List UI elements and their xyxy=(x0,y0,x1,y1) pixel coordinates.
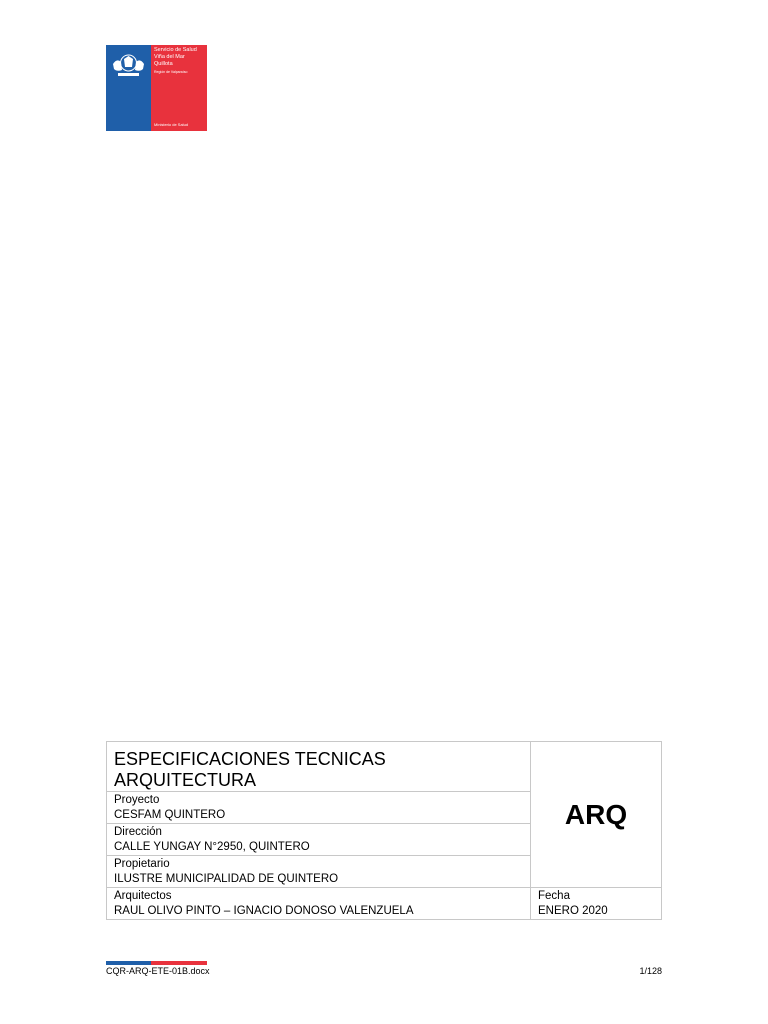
cover-info-table xyxy=(106,741,662,920)
owner-row xyxy=(107,856,531,888)
footer-page-number: 1/128 xyxy=(639,966,662,976)
project-value: CESFAM QUINTERO xyxy=(114,809,226,821)
footer-bar-blue xyxy=(106,961,151,965)
logo-red-panel xyxy=(151,45,207,131)
address-row xyxy=(107,824,531,856)
footer-filename: CQR-ARQ-ETE-01B.docx xyxy=(106,966,210,976)
project-label: Proyecto xyxy=(114,794,160,806)
discipline-code: ARQ xyxy=(531,742,662,888)
logo-blue-panel xyxy=(106,45,151,131)
logo-region: Región de Valparaíso xyxy=(154,70,188,74)
coat-of-arms-icon xyxy=(110,50,147,80)
logo-line: Viña del Mar xyxy=(154,54,185,60)
document-title: ESPECIFICACIONES TECNICAS ARQUITECTURA xyxy=(107,742,531,792)
project-row xyxy=(107,792,531,824)
owner-label: Propietario xyxy=(114,858,170,870)
address-value: CALLE YUNGAY N°2950, QUINTERO xyxy=(114,841,310,853)
architects-label: Arquitectos xyxy=(114,890,172,902)
owner-value: ILUSTRE MUNICIPALIDAD DE QUINTERO xyxy=(114,873,339,885)
logo-ministry: Ministerio de Salud xyxy=(154,122,189,127)
architects-row xyxy=(107,888,531,920)
footer-bar-red xyxy=(151,961,207,965)
logo-line: Quillota xyxy=(154,61,173,67)
footer-color-bar xyxy=(106,961,207,965)
date-label: Fecha xyxy=(538,890,570,902)
logo-line: Servicio de Salud xyxy=(154,47,197,53)
date-cell xyxy=(531,888,662,920)
institution-logo xyxy=(106,45,207,131)
address-label: Dirección xyxy=(114,826,162,838)
date-value: ENERO 2020 xyxy=(538,905,608,917)
architects-value: RAUL OLIVO PINTO – IGNACIO DONOSO VALENZUELA xyxy=(114,905,414,917)
logo-service-name xyxy=(154,47,197,68)
